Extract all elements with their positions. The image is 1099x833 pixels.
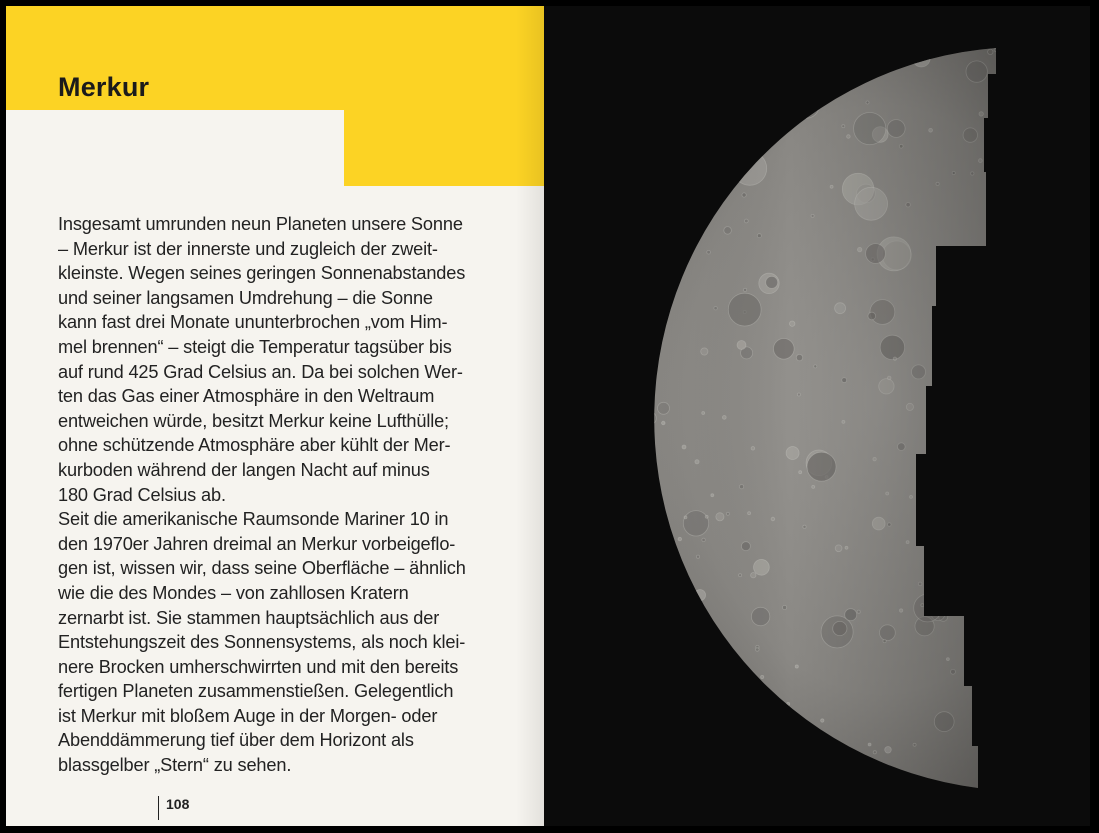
header-tab bbox=[344, 110, 544, 186]
text-line: Entstehungszeit des Sonnensystems, als noch klei- bbox=[58, 632, 466, 653]
text-line: wie die des Mondes – von zahllosen Kratern bbox=[58, 582, 409, 603]
text-line: fertigen Planeten zusammenstießen. Gelegentlich bbox=[58, 681, 454, 702]
text-line: ohne schützende Atmosphäre aber kühlt der Mer- bbox=[58, 435, 451, 456]
mercury-photo bbox=[544, 6, 1090, 826]
text-line: und seiner langsamen Umdrehung – die Sonne bbox=[58, 287, 433, 308]
text-line: Seit die amerikanische Raumsonde Mariner 10 in bbox=[58, 509, 449, 530]
page-title: Merkur bbox=[58, 72, 150, 102]
text-line: nere Brocken umherschwirrten und mit den bereits bbox=[58, 656, 459, 677]
page-number: 108 bbox=[166, 796, 190, 812]
text-line: – Merkur ist der innerste und zugleich der zweit- bbox=[58, 238, 438, 259]
text-line: blassgelber „Stern“ zu sehen. bbox=[58, 755, 292, 776]
text-line: ten das Gas einer Atmosphäre in den Weltraum bbox=[58, 386, 435, 407]
text-line: kann fast drei Monate ununterbrochen „vom Him- bbox=[58, 312, 448, 333]
text-line: zernarbt ist. Sie stammen hauptsächlich aus der bbox=[58, 607, 440, 628]
text-line: mel brennen“ – steigt die Temperatur tagsüber bis bbox=[58, 336, 452, 357]
text-line: Abenddämmerung tief über dem Horizont als bbox=[58, 730, 414, 751]
text-line: gen ist, wissen wir, dass seine Oberfläche – ähnlich bbox=[58, 558, 466, 579]
text-line: Insgesamt umrunden neun Planeten unsere Sonne bbox=[58, 214, 463, 234]
body-text bbox=[58, 212, 518, 778]
page-number-rule bbox=[158, 796, 159, 820]
mercury-planet-image bbox=[544, 6, 1090, 826]
text-line: 180 Grad Celsius ab. bbox=[58, 484, 226, 505]
text-line: kurboden während der langen Nacht auf minus bbox=[58, 459, 430, 480]
page-gutter bbox=[516, 6, 544, 826]
text-line: kleinste. Wegen seines geringen Sonnenabstandes bbox=[58, 263, 466, 284]
text-line: auf rund 425 Grad Celsius an. Da bei solchen Wer- bbox=[58, 361, 463, 382]
left-page bbox=[6, 6, 544, 826]
text-line: den 1970er Jahren dreimal an Merkur vorbeigeflo- bbox=[58, 533, 456, 554]
text-line: ist Merkur mit bloßem Auge in der Morgen- oder bbox=[58, 705, 438, 726]
text-line: entweichen würde, besitzt Merkur keine Lufthülle; bbox=[58, 410, 449, 431]
